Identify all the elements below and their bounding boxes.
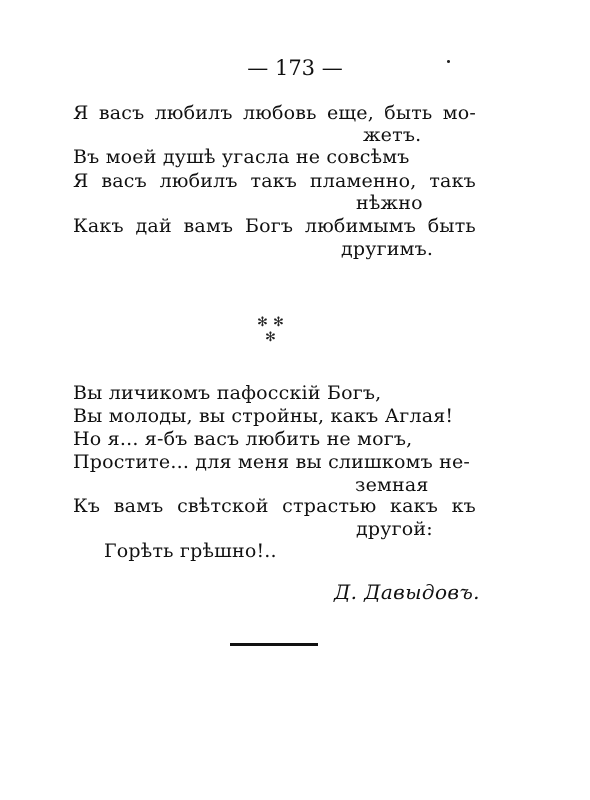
word: быть (427, 215, 476, 237)
stanza1-line4-continuation: другимъ. (341, 238, 434, 260)
word: Какъ (73, 215, 124, 237)
stanza2-line6: Горѣть грѣшно!.. (104, 540, 277, 562)
svg-text:✻: ✻ (273, 315, 284, 330)
page-number: — 173 — (247, 56, 343, 80)
word: васъ (101, 170, 147, 192)
stanza2-line4: Простите... для меня вы слишкомъ не- (73, 451, 471, 473)
word: васъ (98, 102, 145, 124)
author-signature: Д. Давыдовъ. (334, 580, 480, 604)
word: Богъ (244, 215, 294, 237)
stanza1-line4 (73, 217, 476, 236)
word: Я (73, 102, 89, 124)
stanza2-line5-continuation: другой: (356, 518, 433, 540)
word: любилъ (154, 102, 233, 124)
stanza1-line3-continuation: нѣжно (356, 192, 423, 214)
stanza2-line4-continuation: земная (355, 474, 429, 496)
stanza1-line1-continuation: жетъ. (363, 124, 422, 146)
word: быть (384, 102, 433, 124)
word: вамъ (113, 495, 164, 517)
word: Я (73, 170, 89, 192)
stanza2-line2: Вы молоды, вы стройны, какъ Аглая! (73, 405, 454, 427)
stanza1-line2: Въ моей душѣ угасла не совсѣмъ (73, 146, 410, 168)
stanza2-line3: Но я... я-бъ васъ любить не могъ, (73, 428, 413, 450)
closing-rule (230, 643, 318, 646)
stanza2-line1: Вы личикомъ пафосскій Богъ, (73, 382, 382, 404)
word: любимымъ (304, 215, 417, 237)
word: пламенно, (309, 170, 417, 192)
print-speck (447, 60, 450, 63)
word: къ (451, 495, 476, 517)
svg-text:✻: ✻ (257, 315, 268, 330)
word: какъ (390, 495, 438, 517)
word: вамъ (183, 215, 234, 237)
word: свѣтской (177, 495, 269, 517)
svg-text:✻: ✻ (265, 330, 276, 345)
stanza2-line5 (73, 497, 476, 516)
stanza1-line3 (73, 172, 476, 191)
word: такъ (429, 170, 476, 192)
stanza1-line1 (73, 104, 476, 123)
word: любовь (242, 102, 317, 124)
word: еще, (326, 102, 374, 124)
word: страстью (282, 495, 377, 517)
asterism-icon (253, 312, 289, 348)
word: Къ (73, 495, 101, 517)
word: мо- (442, 102, 476, 124)
word: любилъ (159, 170, 238, 192)
word: дай (135, 215, 172, 237)
word: такъ (250, 170, 298, 192)
